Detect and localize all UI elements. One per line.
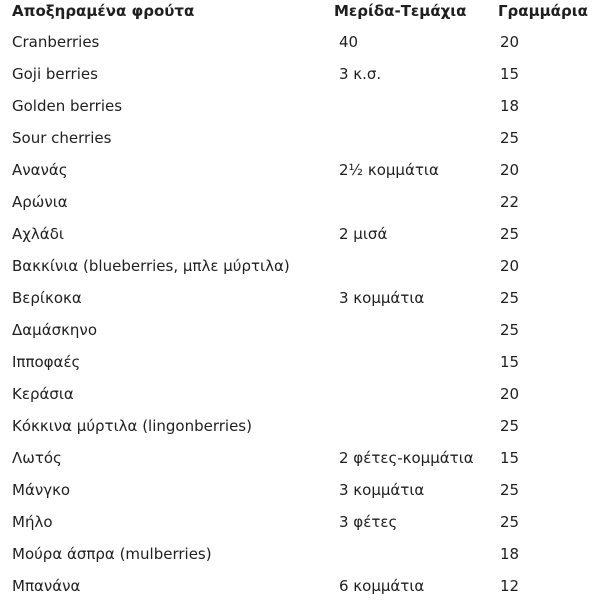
table-body <box>0 30 600 606</box>
table-row <box>0 350 600 382</box>
grams-cell: 25 <box>500 321 520 339</box>
fruit-cell: Μπανάνα <box>12 577 81 595</box>
grams-cell: 15 <box>500 65 520 83</box>
table-row <box>0 574 600 606</box>
fruit-cell: Μήλο <box>12 513 53 531</box>
fruit-cell: Αρώνια <box>12 193 68 211</box>
fruit-cell: Μούρα άσπρα (mulberries) <box>12 545 212 563</box>
fruit-cell: Αχλάδι <box>12 225 64 243</box>
header-grams: Γραμμάρια <box>498 2 588 20</box>
fruit-cell: Λωτός <box>12 449 62 467</box>
portion-cell: 6 κομμάτια <box>339 577 425 595</box>
grams-cell: 18 <box>500 545 520 563</box>
portion-cell: 3 κομμάτια <box>339 289 425 307</box>
header-fruit: Αποξηραμένα φρούτα <box>12 2 195 20</box>
grams-cell: 18 <box>500 97 520 115</box>
fruit-cell: Sour cherries <box>12 129 112 147</box>
portion-cell: 3 φέτες <box>339 513 398 531</box>
grams-cell: 15 <box>500 353 520 371</box>
fruit-cell: Ιπποφαές <box>12 353 81 371</box>
table-row <box>0 542 600 574</box>
portion-cell: 2 φέτες-κομμάτια <box>339 449 474 467</box>
grams-cell: 25 <box>500 481 520 499</box>
table-row <box>0 510 600 542</box>
header-portion: Μερίδα-Τεμάχια <box>334 2 467 20</box>
table-row <box>0 126 600 158</box>
grams-cell: 25 <box>500 225 520 243</box>
table-row <box>0 158 600 190</box>
grams-cell: 20 <box>500 33 520 51</box>
fruit-cell: Κεράσια <box>12 385 74 403</box>
fruit-cell: Βακκίνια (blueberries, μπλε μύρτιλα) <box>12 257 290 275</box>
grams-cell: 25 <box>500 129 520 147</box>
table-row <box>0 222 600 254</box>
fruit-cell: Goji berries <box>12 65 98 83</box>
grams-cell: 20 <box>500 385 520 403</box>
table-row <box>0 30 600 62</box>
fruit-cell: Βερίκοκα <box>12 289 82 307</box>
table-row <box>0 94 600 126</box>
grams-cell: 22 <box>500 193 520 211</box>
portion-cell: 3 κ.σ. <box>339 65 382 83</box>
portion-cell: 3 κομμάτια <box>339 481 425 499</box>
fruit-cell: Μάνγκο <box>12 481 71 499</box>
grams-cell: 12 <box>500 577 520 595</box>
fruit-cell: Δαμάσκηνο <box>12 321 97 339</box>
table-row <box>0 286 600 318</box>
grams-cell: 15 <box>500 449 520 467</box>
table-row <box>0 62 600 94</box>
table-row <box>0 318 600 350</box>
table-row <box>0 254 600 286</box>
table-row <box>0 382 600 414</box>
portion-cell: 2½ κομμάτια <box>339 161 439 179</box>
grams-cell: 20 <box>500 161 520 179</box>
table-header <box>0 2 600 24</box>
grams-cell: 25 <box>500 289 520 307</box>
table-row <box>0 414 600 446</box>
table-row <box>0 190 600 222</box>
fruit-cell: Golden berries <box>12 97 123 115</box>
fruit-cell: Cranberries <box>12 33 100 51</box>
fruit-cell: Κόκκινα μύρτιλα (lingonberries) <box>12 417 252 435</box>
table-row <box>0 446 600 478</box>
fruit-cell: Ανανάς <box>12 161 68 179</box>
grams-cell: 25 <box>500 417 520 435</box>
portion-cell: 40 <box>339 33 359 51</box>
portion-cell: 2 μισά <box>339 225 388 243</box>
table-row <box>0 478 600 510</box>
grams-cell: 20 <box>500 257 520 275</box>
grams-cell: 25 <box>500 513 520 531</box>
